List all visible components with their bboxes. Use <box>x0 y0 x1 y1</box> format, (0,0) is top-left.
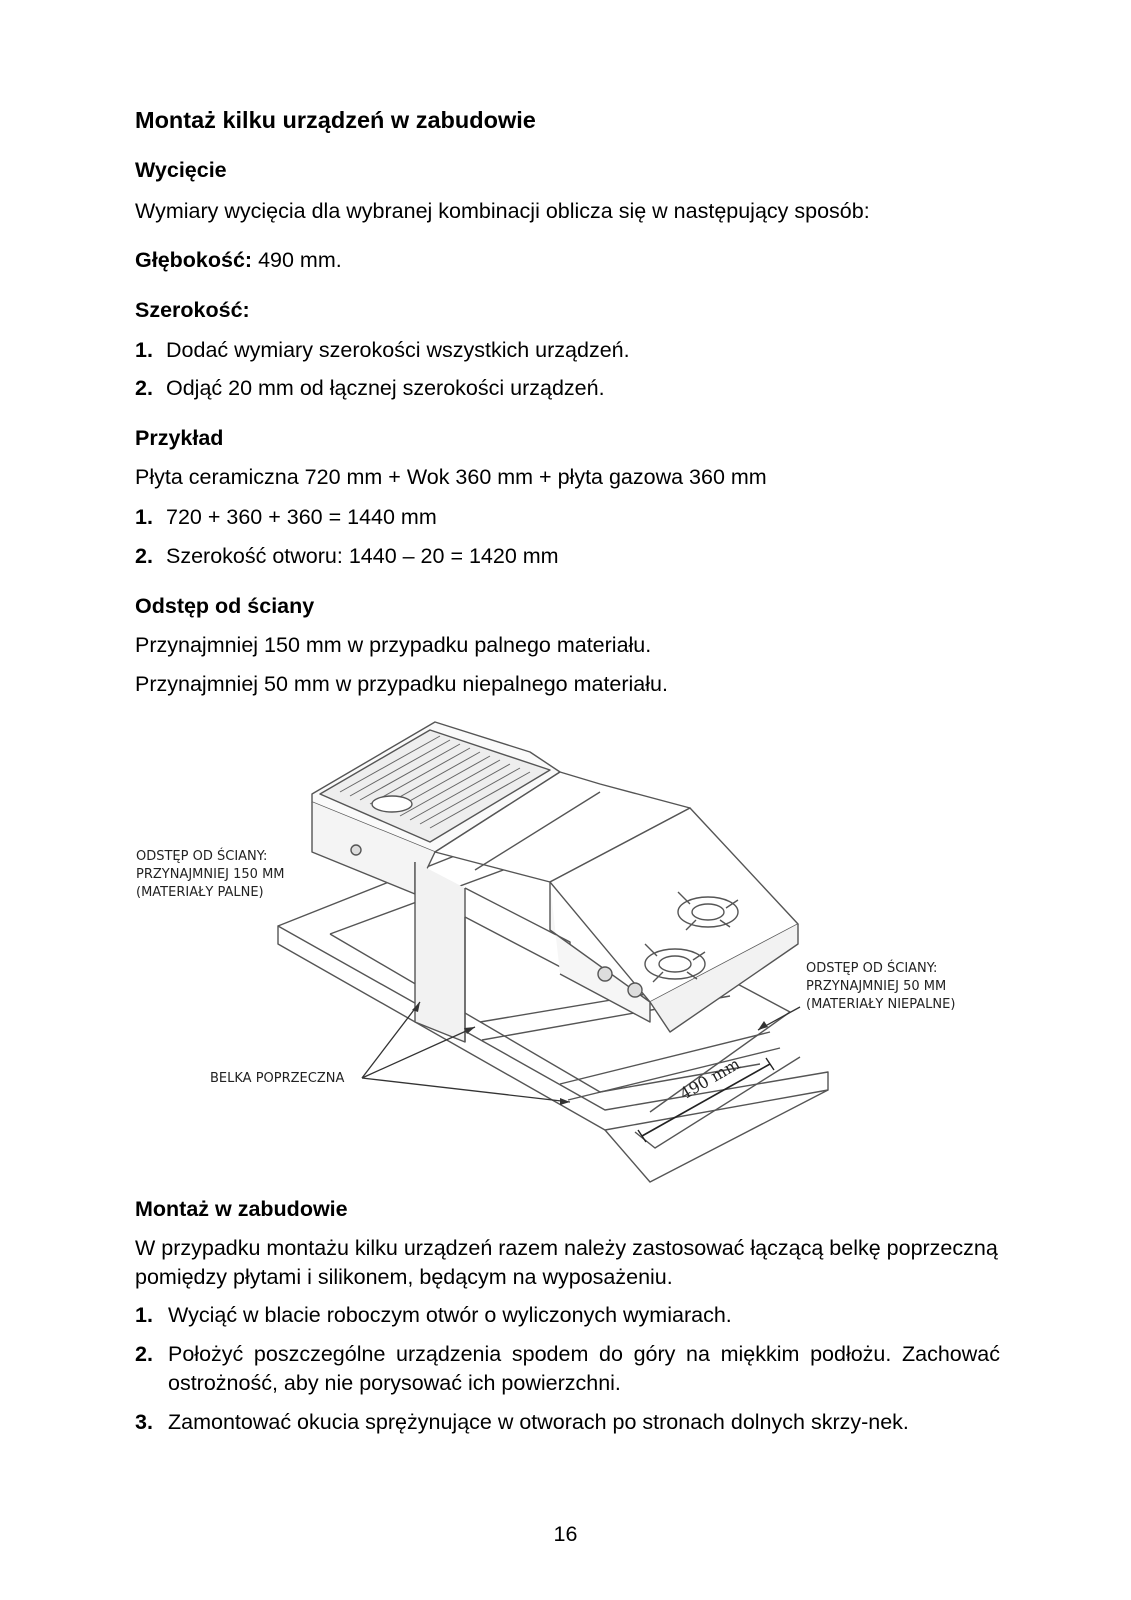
right-label-line: (MATERIAŁY NIEPALNE) <box>806 997 956 1012</box>
builtin-step <box>135 1340 1000 1398</box>
step-text: Wyciąć w blacie roboczym otwór o wyliczonych wymiarach. <box>168 1303 732 1327</box>
width-heading: Szerokość: <box>135 298 250 322</box>
page-title: Montaż kilku urządzeń w zabudowie <box>135 107 536 133</box>
wall-heading: Odstęp od ściany <box>135 594 315 618</box>
step-text: Szerokość otworu: 1440 – 20 = 1420 mm <box>166 544 559 568</box>
builtin-step <box>135 1408 1000 1437</box>
installation-diagram <box>130 712 1010 1198</box>
width-step <box>135 376 605 401</box>
left-label-line: ODSTĘP OD ŚCIANY: <box>136 849 268 864</box>
example-step <box>135 505 437 530</box>
cutout-intro: Wymiary wycięcia dla wybranej kombinacji oblicza się w następujący sposób: <box>135 199 870 223</box>
step-text: Dodać wymiary szerokości wszystkich urządzeń. <box>166 338 630 362</box>
depth-label: Głębokość: <box>135 248 253 272</box>
builtin-step <box>135 1301 1000 1330</box>
step-number: 1. <box>135 505 153 529</box>
step-text: Zamontować okucia sprężynujące w otworach po stronach dolnych skrzy-nek. <box>168 1410 909 1434</box>
beam-label: BELKA POPRZECZNA <box>210 1071 345 1086</box>
right-label-line: ODSTĘP OD ŚCIANY: <box>806 961 938 976</box>
left-label-line: PRZYNAJMNIEJ 150 MM <box>136 867 285 882</box>
step-text: Odjąć 20 mm od łącznej szerokości urządzeń. <box>166 376 605 400</box>
cutout-heading: Wycięcie <box>135 158 227 182</box>
example-heading: Przykład <box>135 426 224 450</box>
step-text: 720 + 360 + 360 = 1440 mm <box>166 505 437 529</box>
example-step <box>135 544 559 569</box>
wall-line-1: Przynajmniej 150 mm w przypadku palnego materiału. <box>135 633 652 657</box>
example-line: Płyta ceramiczna 720 mm + Wok 360 mm + płyta gazowa 360 mm <box>135 465 767 489</box>
builtin-heading: Montaż w zabudowie <box>135 1197 348 1221</box>
step-number: 2. <box>135 544 153 568</box>
right-label-line: PRZYNAJMNIEJ 50 MM <box>806 979 947 994</box>
wall-line-2: Przynajmniej 50 mm w przypadku niepalnego materiału. <box>135 672 668 696</box>
dimension-label: 490 mm <box>676 1054 744 1104</box>
builtin-intro: W przypadku montażu kilku urządzeń razem należy zastosować łączącą belkę poprzeczną pomiędzy płytami i silikonem, będącym na wyposażeniu. <box>135 1236 998 1289</box>
step-number: 1. <box>135 1303 153 1327</box>
step-number: 1. <box>135 338 153 362</box>
left-label-line: (MATERIAŁY PALNE) <box>136 885 264 900</box>
page-number: 16 <box>553 1522 578 1546</box>
step-number: 2. <box>135 1342 153 1366</box>
depth-line <box>135 248 342 273</box>
step-number: 2. <box>135 376 153 400</box>
width-step <box>135 338 630 363</box>
step-number: 3. <box>135 1410 153 1434</box>
step-text: Położyć poszczególne urządzenia spodem do góry na miękkim podłożu. Zachować ostrożność, aby nie porysować ich powierzchni. <box>168 1342 1000 1395</box>
depth-value: 490 mm. <box>252 248 342 272</box>
